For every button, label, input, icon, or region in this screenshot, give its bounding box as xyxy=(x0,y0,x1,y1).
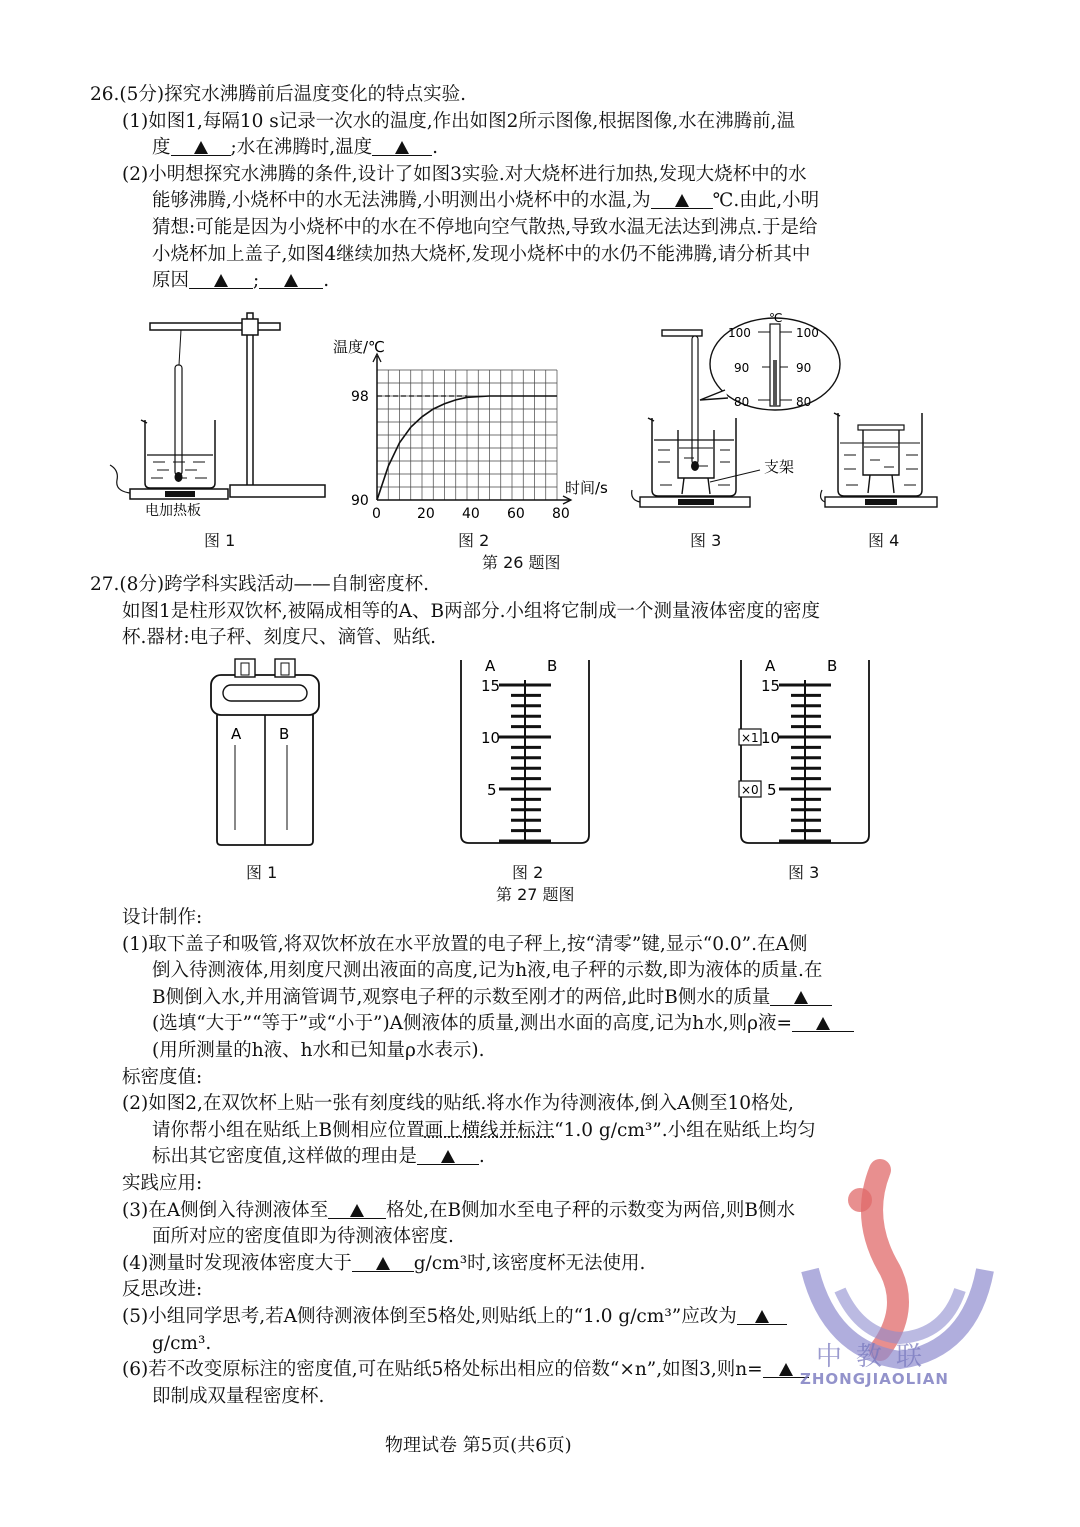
q26-figure-caption: 第 26 题图 xyxy=(482,553,561,572)
logo-name: 中教联 xyxy=(816,1342,937,1372)
q26-fig3-apparatus xyxy=(630,310,840,520)
q27-fig3-label-A: A xyxy=(765,657,776,675)
q27-figure-caption: 第 27 题图 xyxy=(496,885,575,904)
q27-fig1-label-A: A xyxy=(231,725,242,743)
q26-fig2-temperature-chart xyxy=(325,330,608,525)
therm-tick-left-100: 100 xyxy=(728,326,751,340)
q27-fig3-label-B: B xyxy=(827,657,838,675)
q26-fig4-caption: 图 4 xyxy=(868,531,900,550)
q27-p1-line4: (选填“大于”“等于”或“小于”)A侧液体的质量,测出水面的高度,记为h水,则ρ液= xyxy=(90,1011,960,1038)
q26-fig1-heater-label: 电加热板 xyxy=(145,503,201,519)
therm-tick-left-80: 80 xyxy=(734,395,750,409)
q27-p1-line3: B侧倒入水,并用滴管调节,观察电子秤的示数至刚才的两倍,此时B侧水的质量 xyxy=(90,985,960,1012)
q27-p4-line: (4)测量时发现液体密度大于 g/cm³时,该密度杯无法使用. xyxy=(122,1252,646,1274)
publisher-logo xyxy=(800,1160,990,1390)
chart-y-axis-label: 温度/℃ xyxy=(333,338,385,356)
q27-fig1-double-cup xyxy=(205,655,325,850)
chart-x-tick-label: 40 xyxy=(462,506,480,522)
q27-fig1-label-B: B xyxy=(279,725,290,743)
q26-title: 26.(5分)探究水沸腾前后温度变化的特点实验. xyxy=(90,84,467,105)
q27-fig3-tick-15: 15 xyxy=(761,677,781,695)
q26-part1-line2: 度 ;水在沸腾时,温度 . xyxy=(152,137,439,159)
logo-pinyin: ZHONGJIAOLIAN xyxy=(800,1370,949,1388)
chart-y-tick-label: 90 xyxy=(351,493,369,509)
q27-fig3-mark-x1: ×1 xyxy=(741,731,759,745)
q26-fig3-support-label: 支架 xyxy=(764,458,795,476)
q26-fig4-apparatus xyxy=(820,405,945,520)
q27-p3-line1: (3)在A侧倒入待测液体至 格处,在B侧加水至电子秤的示数变为两倍,则B侧水 xyxy=(122,1199,796,1221)
q27-p5-line1: (5)小组同学思考,若A侧待测液体倒至5格处,则贴纸上的“1.0 g/cm³”应改为 xyxy=(90,1304,960,1331)
chart-x-tick-label: 60 xyxy=(507,506,525,522)
q27-fig2-label-A: A xyxy=(485,657,496,675)
q27-p1-line5: (用所测量的h液、h水和已知量ρ水表示). xyxy=(152,1039,485,1061)
q26-part1-line1: (1)如图1,每隔10 s记录一次水的温度,作出如图2所示图像,根据图像,水在沸腾前,温 xyxy=(122,110,796,132)
q27-fig2-caption: 图 2 xyxy=(512,863,544,882)
q27-p2-line3: 标出其它密度值,这样做的理由是 . xyxy=(152,1146,485,1168)
q26-part2-line3: 猜想:可能是因为小烧杯中的水在不停地向空气散热,导致水温无法达到沸点.于是给 xyxy=(152,216,818,238)
q27-fig2-scale xyxy=(455,655,595,850)
q27-p6-line2: 即制成双量程密度杯. xyxy=(152,1385,325,1407)
q27-fig2-tick-15: 15 xyxy=(481,677,501,695)
q27-p2-line1: (2)如图2,在双饮杯上贴一张有刻度线的贴纸.将水作为待测液体,倒入A侧至10格处, xyxy=(122,1093,794,1115)
q27-fig2-tick-5: 5 xyxy=(487,781,497,799)
q27-apply-heading: 实践应用: xyxy=(122,1172,203,1194)
q27-reflect-heading: 反思改进: xyxy=(122,1279,203,1301)
chart-x-tick-label: 0 xyxy=(372,506,381,522)
question-27-intro xyxy=(90,572,960,652)
q27-p3-line2: 面所对应的密度值即为待测液体密度. xyxy=(152,1226,454,1248)
q27-p1-line2: 倒入待测液体,用刻度尺测出液面的高度,记为h液,电子秤的示数,即为液体的质量.在 xyxy=(152,960,823,982)
therm-tick-right-80: 80 xyxy=(796,395,812,409)
q26-fig2-caption: 图 2 xyxy=(458,531,490,550)
q26-fig1-apparatus xyxy=(105,305,335,520)
q27-p6-line1: (6)若不改变原标注的密度值,可在贴纸5格处标出相应的倍数“×n”,如图3,则n= xyxy=(90,1357,960,1384)
q27-fig3-tick-5: 5 xyxy=(767,781,777,799)
q26-fig1-caption: 图 1 xyxy=(204,531,236,550)
question-26-text xyxy=(90,82,960,295)
q27-intro-line1: 如图1是柱形双饮杯,被隔成相等的A、B两部分.小组将它制成一个测量液体密度的密度 xyxy=(122,600,820,622)
q27-p1-line1: (1)取下盖子和吸管,将双饮杯放在水平放置的电子秤上,按“清零”键,显示“0.0”.在A侧 xyxy=(122,933,808,955)
q27-fig3-tick-10: 10 xyxy=(761,729,781,747)
q27-title: 27.(8分)跨学科实践活动——自制密度杯. xyxy=(90,574,430,595)
q27-fig3-caption: 图 3 xyxy=(788,863,820,882)
q27-design-heading: 设计制作: xyxy=(122,907,203,928)
q27-fig2-label-B: B xyxy=(547,657,558,675)
q26-part2-line4: 小烧杯加上盖子,如图4继续加热大烧杯,发现小烧杯中的水仍不能沸腾,请分析其中 xyxy=(152,243,811,265)
therm-tick-right-90: 90 xyxy=(796,361,812,375)
q26-fig3-caption: 图 3 xyxy=(690,531,722,550)
q26-part2-line1: (2)小明想探究水沸腾的条件,设计了如图3实验.对大烧杯进行加热,发现大烧杯中的水 xyxy=(122,163,807,185)
q27-p2-line2: 请你帮小组在贴纸上B侧相应位置画上横线并标注“1.0 g/cm³”.小组在贴纸上均匀 xyxy=(152,1119,816,1141)
therm-tick-left-90: 90 xyxy=(734,361,750,375)
q27-fig3-mark-x0: ×0 xyxy=(741,783,759,797)
chart-x-tick-label: 20 xyxy=(417,506,435,522)
chart-y-tick-label: 98 xyxy=(351,389,369,405)
page-footer: 物理试卷 第5页(共6页) xyxy=(385,1435,572,1456)
q27-fig3-scale xyxy=(735,655,875,850)
q26-part2-line2: 能够沸腾,小烧杯中的水无法沸腾,小明测出小烧杯中的水温,为 ℃.由此,小明 xyxy=(152,190,820,212)
q26-part2-line5: 原因 ; . xyxy=(152,270,330,292)
therm-unit: ℃ xyxy=(769,311,783,325)
q27-p5-line2: g/cm³. xyxy=(152,1332,212,1354)
q27-fig1-caption: 图 1 xyxy=(246,863,278,882)
q27-calib-heading: 标密度值: xyxy=(122,1066,203,1088)
chart-x-tick-label: 80 xyxy=(552,506,570,522)
therm-tick-right-100: 100 xyxy=(796,326,819,340)
chart-x-axis-label: 时间/s xyxy=(565,479,608,497)
q27-intro-line2: 杯.器材:电子秤、刻度尺、滴管、贴纸. xyxy=(122,627,436,649)
q27-fig2-tick-10: 10 xyxy=(481,729,501,747)
